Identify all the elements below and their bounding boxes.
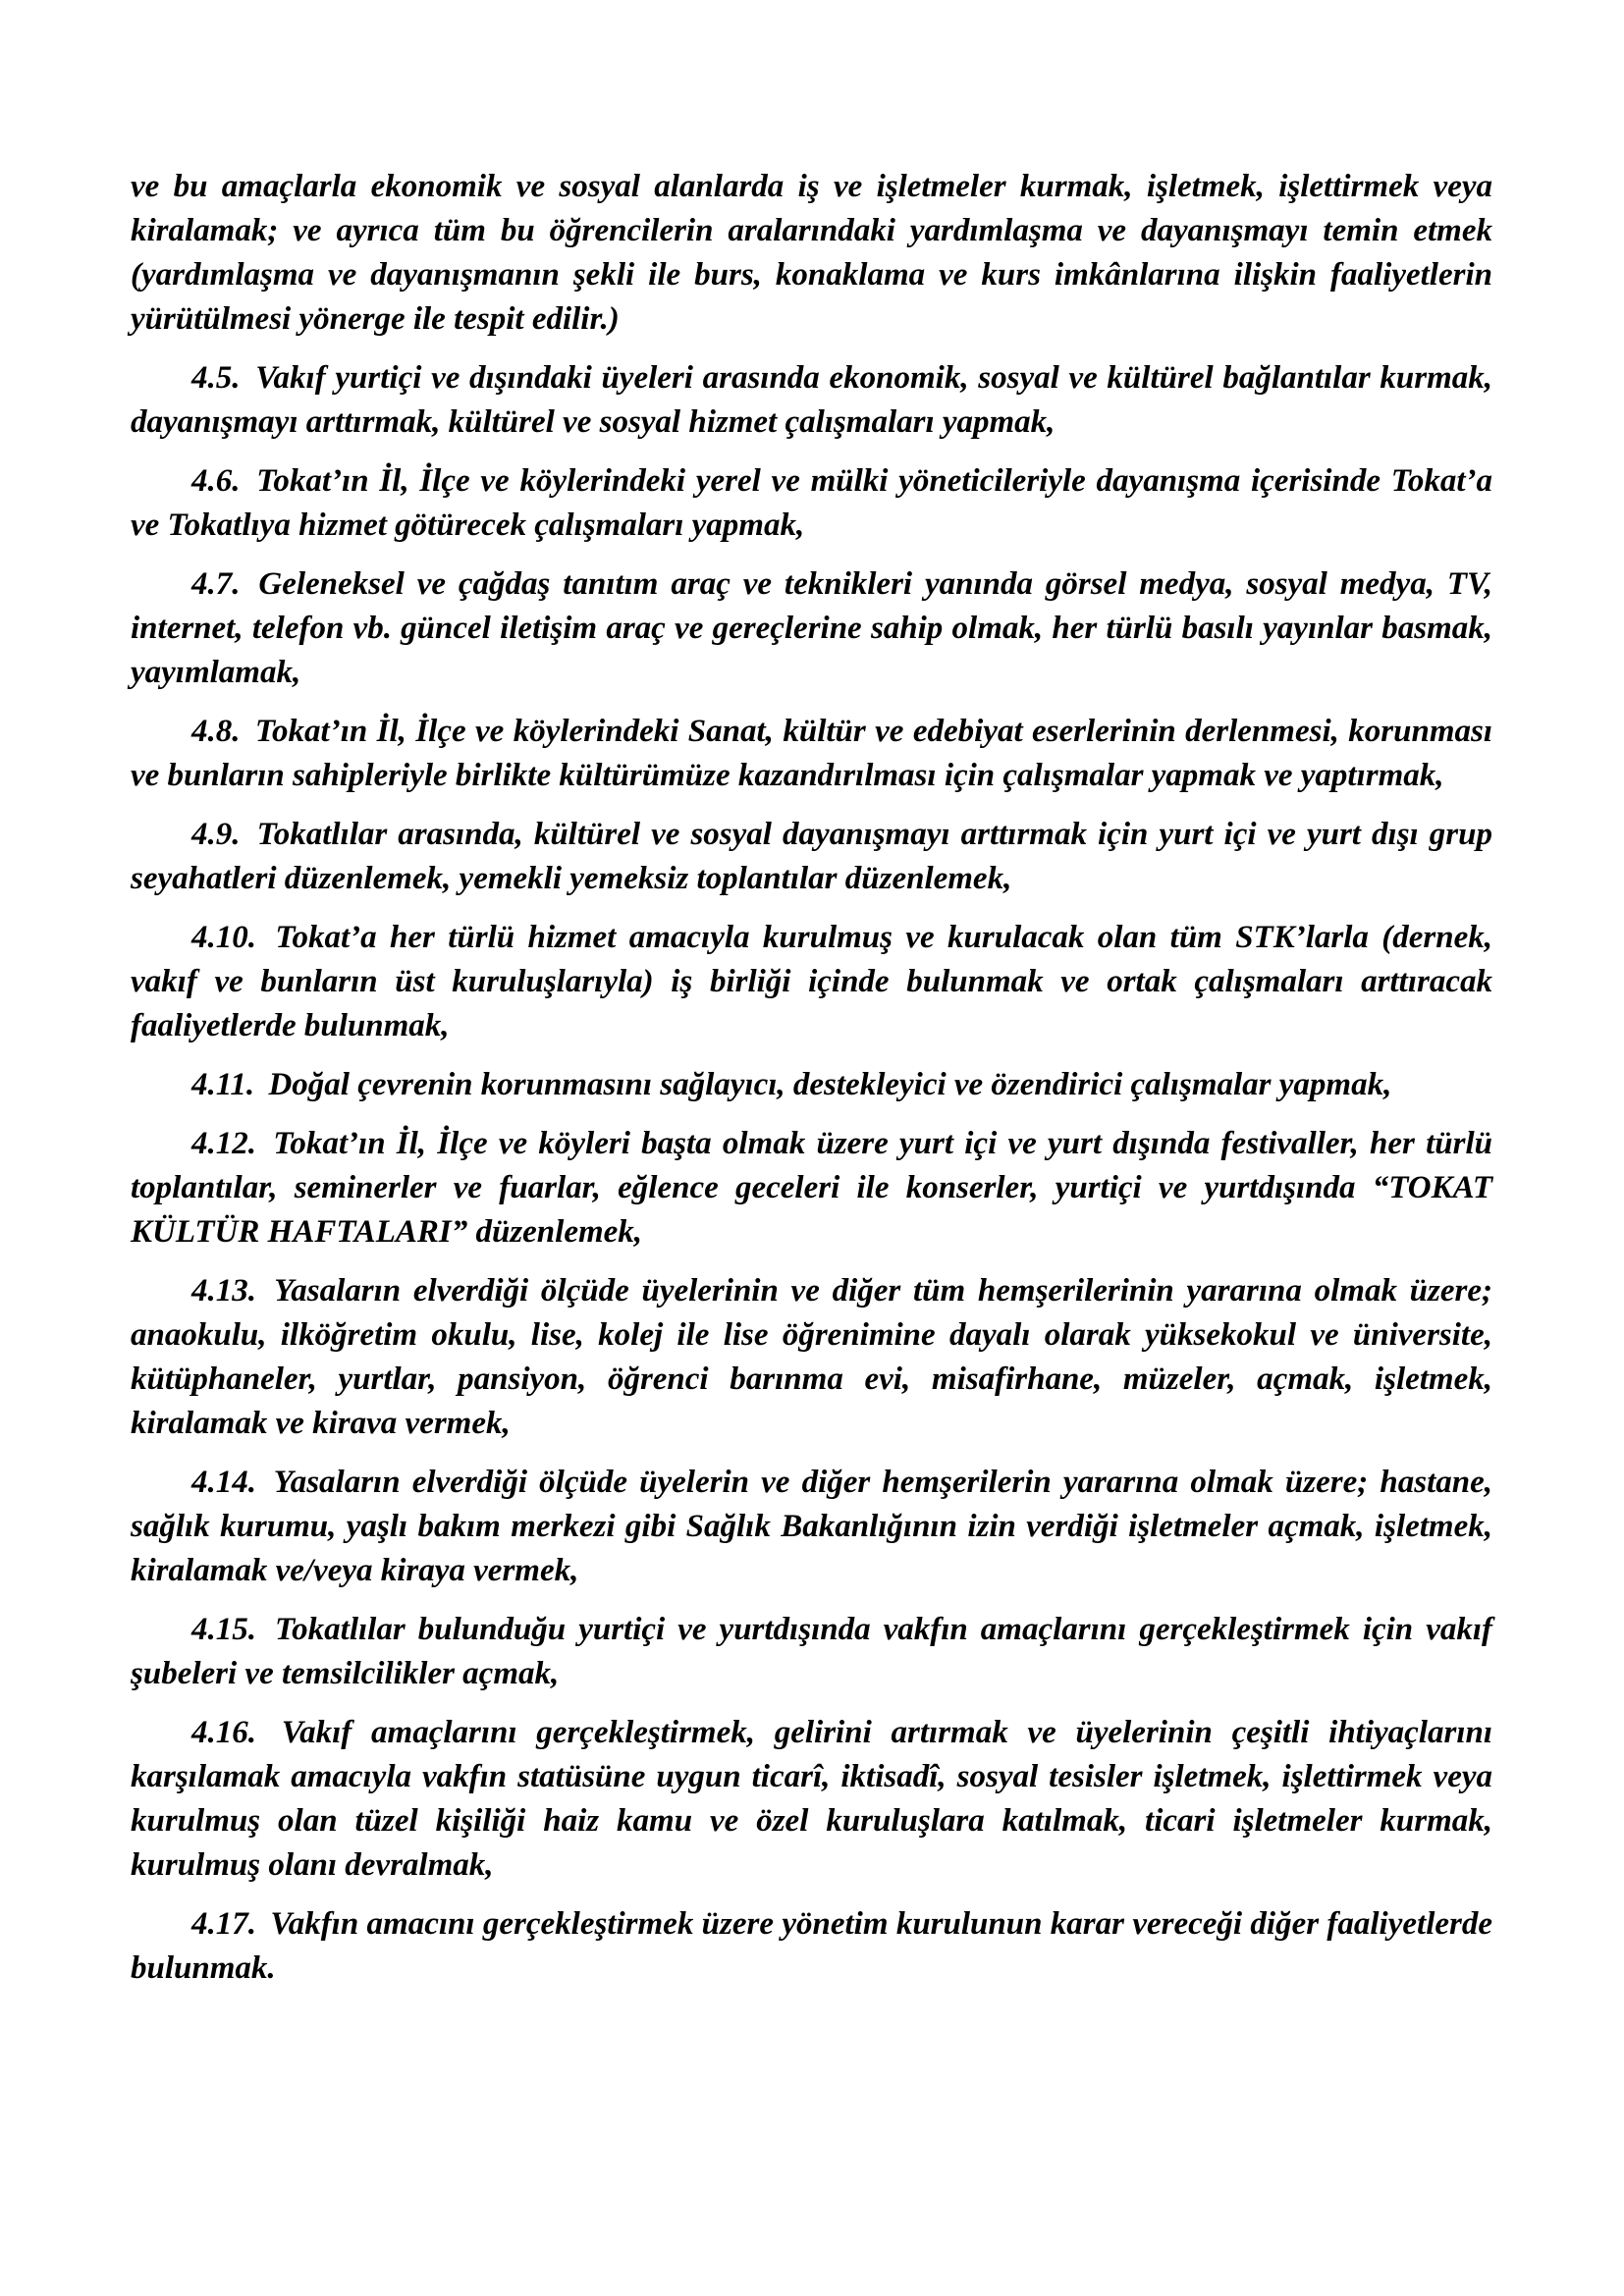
paragraph xyxy=(131,562,1492,695)
paragraph-number: 4.13. xyxy=(191,1273,256,1308)
paragraph xyxy=(131,356,1492,445)
paragraph-number: 4.9. xyxy=(191,817,241,852)
paragraph xyxy=(131,1461,1492,1593)
paragraph-text: Tokat’ın İl, İlçe ve köylerindeki Sanat, kültür ve edebiyat eserlerinin derlenmesi, korunması ve bunların sahipleriyle birlikte kültürümüze kazandırılması için çalışmalar yapmak ve yaptırmak, xyxy=(131,714,1493,793)
paragraph-text: Vakıf amaçlarını gerçekleştirmek, gelirini artırmak ve üyelerinin çeşitli ihtiyaçlarını karşılamak amacıyla vakfın statüsüne uygun ticarî, iktisadî, sosyal tesisler işletmek, işlettirmek veya kurulmuş olan tüzel kişiliği haiz kamu ve özel kuruluşlara katılmak, ticari işletmeler kurmak, kurulmuş olanı devralmak, xyxy=(131,1715,1493,1883)
paragraph xyxy=(131,1608,1492,1696)
paragraph xyxy=(131,1122,1492,1255)
paragraph xyxy=(131,165,1492,342)
paragraph-text: Vakıf yurtiçi ve dışındaki üyeleri arasında ekonomik, sosyal ve kültürel bağlantılar kurmak, dayanışmayı arttırmak, kültürel ve sosyal hizmet çalışmaları yapmak, xyxy=(131,360,1492,440)
paragraph xyxy=(131,916,1492,1048)
paragraph-number: 4.11. xyxy=(191,1067,255,1102)
paragraph-number: 4.8. xyxy=(191,714,241,749)
document-body xyxy=(131,165,1492,1991)
paragraph-text: Vakfın amacını gerçekleştirmek üzere yönetim kurulunun karar vereceği diğer faaliyetlerde bulunmak. xyxy=(131,1906,1492,1986)
paragraph-number: 4.10. xyxy=(191,920,256,955)
paragraph-number: 4.5. xyxy=(191,360,241,396)
paragraph-number: 4.7. xyxy=(191,566,241,602)
paragraph-text: Tokat’ın İl, İlçe ve köyleri başta olmak üzere yurt içi ve yurt dışında festivaller, her türlü toplantılar, seminerler ve fuarlar, eğlence geceleri ile konserler, yurtiçi ve yurtdışında “TOKAT KÜLTÜR HAFTALARI” düzenlemek, xyxy=(131,1126,1492,1250)
paragraph xyxy=(131,1269,1492,1446)
paragraph-text: Tokatlılar bulunduğu yurtiçi ve yurtdışında vakfın amaçlarını gerçekleştirmek için vakıf şubeleri ve temsilcilikler açmak, xyxy=(131,1612,1493,1691)
paragraph-text: Tokatlılar arasında, kültürel ve sosyal dayanışmayı arttırmak için yurt içi ve yurt dışı grup seyahatleri düzenlemek, yemekli yemeksiz toplantılar düzenlemek, xyxy=(131,817,1492,896)
paragraph-text: Tokat’ın İl, İlçe ve köylerindeki yerel ve mülki yöneticileriyle dayanışma içerisinde Tokat’a ve Tokatlıya hizmet götürecek çalışmaları yapmak, xyxy=(131,463,1493,543)
paragraph-text: Geleneksel ve çağdaş tanıtım araç ve teknikleri yanında görsel medya, sosyal medya, TV, internet, telefon vb. güncel iletişim araç ve gereçlerine sahip olmak, her türlü basılı yayınlar basmak, yayımlamak, xyxy=(131,566,1492,690)
paragraph-text: Yasaların elverdiği ölçüde üyelerinin ve diğer tüm hemşerilerinin yararına olmak üzere; anaokulu, ilköğretim okulu, lise, kolej ile lise öğrenimine dayalı olarak yüksekokul ve üniversite, kütüphaneler, yurtlar, pansiyon, öğrenci barınma evi, misafirhane, müzeler, açmak, işletmek, kiralamak ve kirava vermek, xyxy=(131,1273,1493,1441)
paragraph xyxy=(131,710,1492,798)
paragraph-number: 4.14. xyxy=(191,1465,256,1500)
paragraph xyxy=(131,1063,1492,1107)
paragraph xyxy=(131,459,1492,548)
paragraph-number: 4.15. xyxy=(191,1612,256,1647)
paragraph-number: 4.17. xyxy=(191,1906,256,1942)
paragraph-text: Yasaların elverdiği ölçüde üyelerin ve diğer hemşerilerin yararına olmak üzere; hastane, sağlık kurumu, yaşlı bakım merkezi gibi Sağlık Bakanlığının izin verdiği işletmeler açmak, işletmek, kiralamak ve/veya kiraya vermek, xyxy=(131,1465,1492,1588)
paragraph-text: ve bu amaçlarla ekonomik ve sosyal alanlarda iş ve işletmeler kurmak, işletmek, işlettirmek veya kiralamak; ve ayrıca tüm bu öğrencilerin aralarındaki yardımlaşma ve dayanışmayı temin etmek (yardımlaşma ve dayanışmanın şekli ile burs, konaklama ve kurs imkânlarına ilişkin faaliyetlerin yürütülmesi yönerge ile tespit edilir.) xyxy=(131,169,1492,337)
paragraph-number: 4.16. xyxy=(191,1715,256,1750)
paragraph-text: Tokat’a her türlü hizmet amacıyla kurulmuş ve kurulacak olan tüm STK’larla (dernek, vakıf ve bunların üst kuruluşlarıyla) iş birliği içinde bulunmak ve ortak çalışmaları arttıracak faaliyetlerde bulunmak, xyxy=(131,920,1493,1043)
paragraph-number: 4.6. xyxy=(191,463,241,499)
paragraph-number: 4.12. xyxy=(191,1126,256,1161)
paragraph xyxy=(131,813,1492,901)
paragraph-text: Doğal çevrenin korunmasını sağlayıcı, destekleyici ve özendirici çalışmalar yapmak, xyxy=(268,1067,1392,1102)
paragraph xyxy=(131,1902,1492,1991)
paragraph xyxy=(131,1711,1492,1888)
